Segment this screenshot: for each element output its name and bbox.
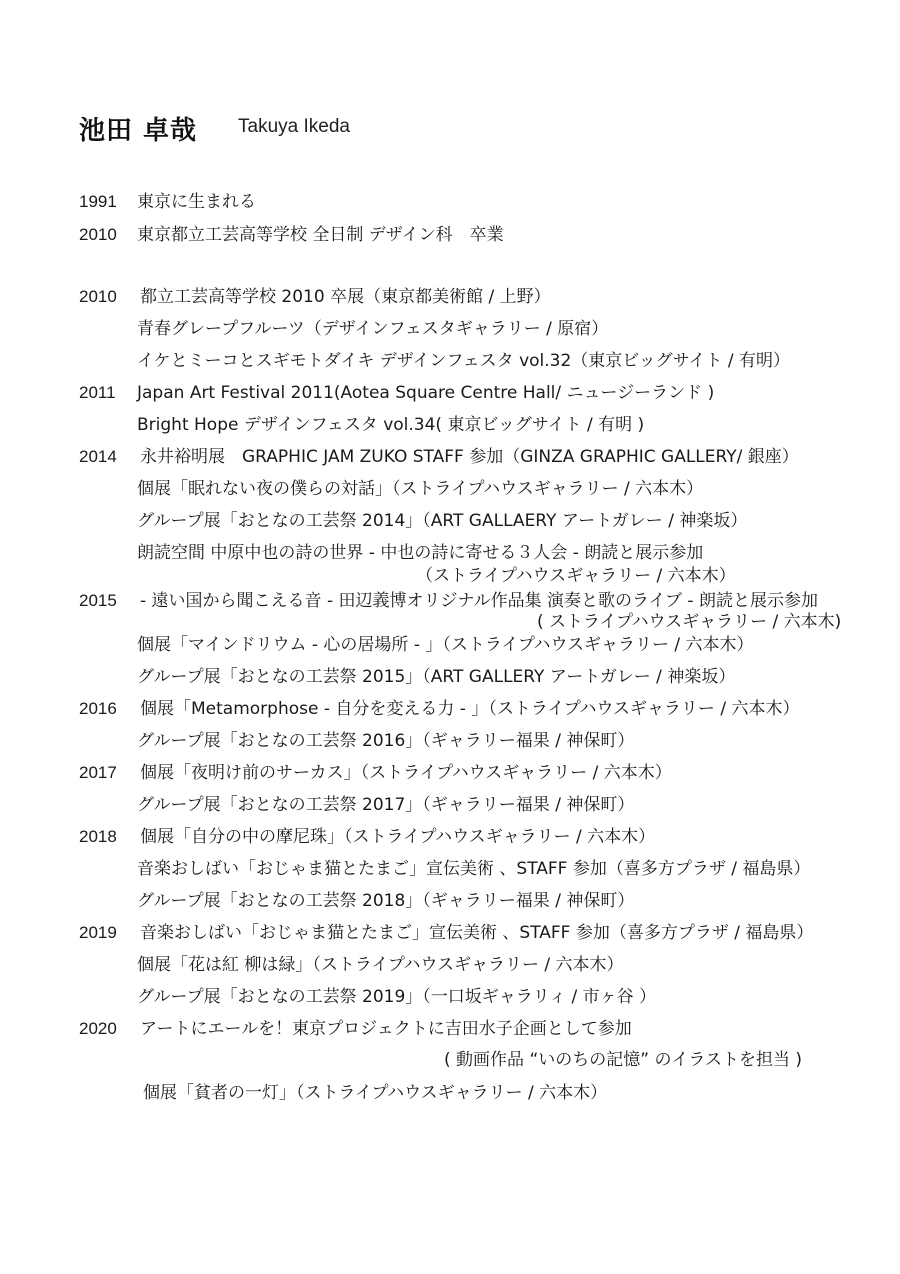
year-label: 2020	[79, 1019, 117, 1038]
year-label: 2010	[79, 225, 117, 244]
cv-line: 個展「Metamorphose - 自分を変える力 - 」（ストライプハウスギャラリー / 六本木）	[140, 699, 800, 719]
cv-line: イケとミーコとスギモトダイキ デザインフェスタ vol.32（東京ビッグサイト / 有明）	[137, 351, 790, 371]
cv-line: 都立工芸高等学校 2010 卒展（東京都美術館 / 上野）	[140, 287, 551, 307]
cv-line: 音楽おしばい「おじゃま猫とたまご」宣伝美術 、STAFF 参加（喜多方プラザ / 福島県）	[137, 859, 811, 879]
year-label: 2016	[79, 699, 117, 718]
cv-line: - 遠い国から聞こえる音 - 田辺義博オリジナル作品集 演奏と歌のライブ - 朗読と展示参加	[140, 591, 818, 611]
year-label: 2015	[79, 591, 117, 610]
year-label: 2018	[79, 827, 117, 846]
cv-line: ( 動画作品 “いのちの記憶” のイラストを担当 )	[444, 1050, 802, 1070]
cv-line: 青春グレープフルーツ（デザインフェスタギャラリー / 原宿）	[137, 319, 609, 339]
cv-line: 個展「夜明け前のサーカス」（ストライプハウスギャラリー / 六本木）	[140, 763, 672, 783]
cv-line: Japan Art Festival 2011(Aotea Square Centre Hall/ ニュージーランド )	[137, 383, 715, 403]
cv-line: 個展「眠れない夜の僕らの対話」（ストライプハウスギャラリー / 六本木）	[137, 479, 704, 499]
cv-line: グループ展「おとなの工芸祭 2018」（ギャラリー福果 / 神保町）	[137, 891, 635, 911]
cv-line: グループ展「おとなの工芸祭 2017」（ギャラリー福果 / 神保町）	[137, 795, 635, 815]
cv-line: ( ストライプハウスギャラリー / 六本木)	[537, 612, 842, 632]
artist-name-japanese: 池田 卓哉	[79, 116, 198, 146]
cv-line: 個展「花は紅 柳は緑」（ストライプハウスギャラリー / 六本木）	[137, 955, 624, 975]
cv-line: （ストライプハウスギャラリー / 六本木）	[416, 566, 736, 586]
cv-line: 個展「自分の中の摩尼珠」（ストライプハウスギャラリー / 六本木）	[140, 827, 656, 847]
artist-name-english: Takuya Ikeda	[238, 116, 350, 137]
cv-line: 東京に生まれる	[137, 192, 256, 212]
cv-line: 個展「マインドリウム - 心の居場所 - 」（ストライプハウスギャラリー / 六本木）	[137, 635, 754, 655]
year-label: 1991	[79, 192, 117, 211]
cv-line: グループ展「おとなの工芸祭 2019」（一口坂ギャラリィ / 市ヶ谷 ）	[137, 987, 657, 1007]
year-label: 2019	[79, 923, 117, 942]
year-label: 2010	[79, 287, 117, 306]
cv-line: グループ展「おとなの工芸祭 2016」（ギャラリー福果 / 神保町）	[137, 731, 635, 751]
cv-line: 東京都立工芸高等学校 全日制 デザイン科 卒業	[137, 225, 504, 245]
year-label: 2014	[79, 447, 117, 466]
year-label: 2011	[79, 383, 116, 402]
cv-line: 朗読空間 中原中也の詩の世界 - 中也の詩に寄せる３人会 - 朗読と展示参加	[137, 543, 704, 563]
cv-line: グループ展「おとなの工芸祭 2014」（ART GALLAERY アートガレー / 神楽坂）	[137, 511, 748, 531]
cv-line: 永井裕明展 GRAPHIC JAM ZUKO STAFF 参加（GINZA GRAPHIC GALLERY/ 銀座）	[140, 447, 799, 467]
cv-line: 個展「貧者の一灯」（ストライプハウスギャラリー / 六本木）	[143, 1083, 608, 1103]
cv-line: アートにエールを！東京プロジェクトに吉田水子企画として参加	[140, 1019, 632, 1039]
year-label: 2017	[79, 763, 117, 782]
cv-line: Bright Hope デザインフェスタ vol.34( 東京ビッグサイト / 有明 )	[137, 415, 645, 435]
cv-line: 音楽おしばい「おじゃま猫とたまご」宣伝美術 、STAFF 参加（喜多方プラザ / 福島県）	[140, 923, 814, 943]
cv-line: グループ展「おとなの工芸祭 2015」（ART GALLERY アートガレー / 神楽坂）	[137, 667, 736, 687]
